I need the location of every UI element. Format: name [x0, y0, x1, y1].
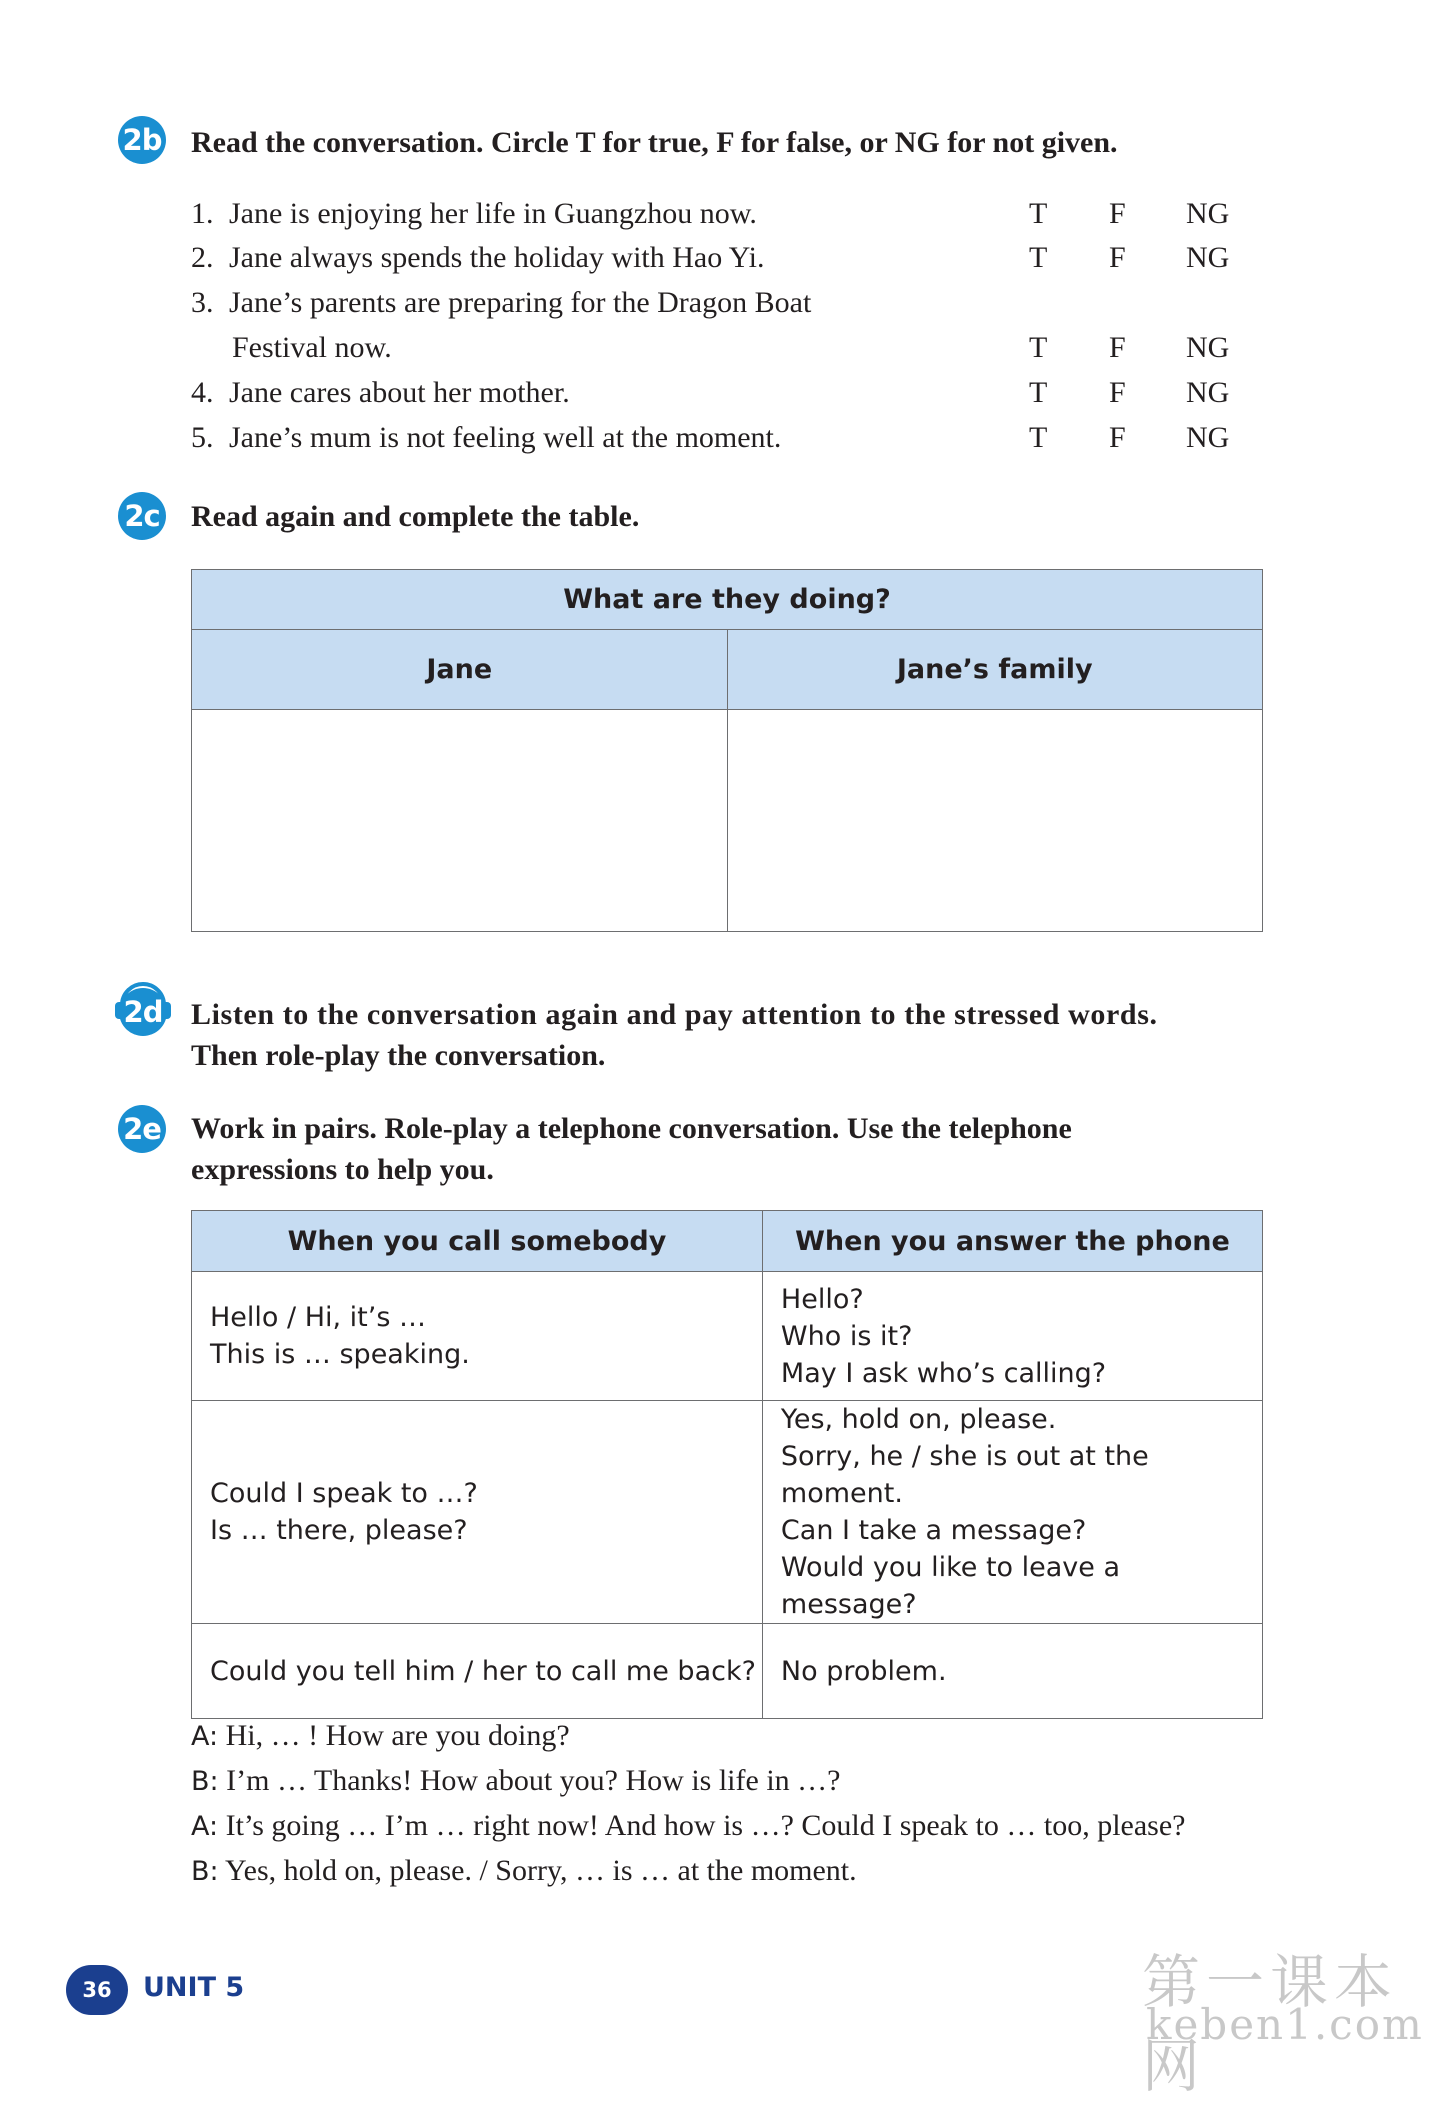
- question-item: [191, 372, 1241, 413]
- speaker-label: B:: [191, 1856, 219, 1887]
- option-true[interactable]: T: [1029, 197, 1048, 230]
- question-number: 3.: [191, 286, 214, 319]
- column-header-answer: When you answer the phone: [762, 1211, 1262, 1272]
- column-header-jane: Jane: [192, 630, 728, 710]
- dialogue-line: [191, 1850, 857, 1892]
- option-not-given[interactable]: NG: [1186, 241, 1230, 274]
- option-true[interactable]: T: [1029, 331, 1048, 364]
- question-text: Jane’s mum is not feeling well at the moment.: [229, 421, 782, 454]
- expression-text: Can I take a message?: [780, 1515, 1087, 1546]
- question-number: 2.: [191, 241, 214, 274]
- expression-text: This is … speaking.: [210, 1339, 470, 1370]
- section-badge-2e: 2e: [118, 1105, 166, 1153]
- column-header-call: When you call somebody: [192, 1211, 763, 1272]
- expression-text: Yes, hold on, please.: [780, 1404, 1057, 1435]
- section-badge-2b: 2b: [118, 116, 166, 164]
- expression-text: Hello?: [780, 1283, 864, 1315]
- option-false[interactable]: F: [1109, 197, 1126, 230]
- question-text: Jane always spends the holiday with Hao Yi.: [229, 241, 765, 274]
- call-cell: [192, 1624, 763, 1719]
- expression-text: Who is it?: [780, 1320, 913, 1352]
- instruction-2d-line2: Then role-play the conversation.: [191, 1039, 606, 1072]
- option-false[interactable]: F: [1109, 376, 1126, 409]
- expression-text: No problem.: [780, 1655, 947, 1687]
- question-item: [191, 193, 1241, 234]
- question-item: [191, 417, 1241, 458]
- watermark-url: keben1.com: [1146, 2000, 1424, 2049]
- call-cell: [192, 1401, 763, 1624]
- section-badge-2c: 2c: [118, 492, 166, 540]
- option-false[interactable]: F: [1109, 331, 1126, 364]
- speaker-label: B:: [191, 1766, 219, 1797]
- speaker-label: A:: [191, 1721, 219, 1752]
- call-cell: [192, 1272, 763, 1401]
- answer-cell: [762, 1272, 1262, 1401]
- question-text: Jane is enjoying her life in Guangzhou now.: [229, 197, 757, 230]
- dialogue-text: I’m … Thanks! How about you? How is life in …?: [226, 1764, 841, 1797]
- option-false[interactable]: F: [1109, 241, 1126, 274]
- question-text: Jane’s parents are preparing for the Dragon Boat: [229, 286, 812, 319]
- instruction-2e-line1: Work in pairs. Role-play a telephone conversation. Use the telephone: [191, 1112, 1072, 1145]
- activity-table: [191, 569, 1263, 932]
- dialogue-text: It’s going … I’m … right now! And how is …? Could I speak to … too, please?: [225, 1809, 1186, 1842]
- watermark-logo: 第一课本网: [1142, 1948, 1399, 2100]
- option-not-given[interactable]: NG: [1186, 197, 1230, 230]
- question-number: 1.: [191, 197, 214, 230]
- instruction-2d-line1: Listen to the conversation again and pay attention to the stressed words.: [191, 998, 1158, 1031]
- question-item-continuation: [191, 327, 1241, 368]
- answer-cell: [762, 1401, 1262, 1624]
- table-title: What are they doing?: [192, 570, 1263, 630]
- expression-text: Would you like to leave a message?: [780, 1552, 1121, 1620]
- section-badge-2d: 2d: [119, 988, 167, 1036]
- dialogue-text: Hi, … ! How are you doing?: [225, 1719, 570, 1752]
- column-header-family: Jane’s family: [727, 630, 1263, 710]
- option-true[interactable]: T: [1029, 421, 1048, 454]
- dialogue-line: [191, 1760, 840, 1802]
- instruction-2b: Read the conversation. Circle T for true, F for false, or NG for not given.: [191, 126, 1118, 159]
- expression-text: Could you tell him / her to call me back?: [210, 1655, 756, 1687]
- option-true[interactable]: T: [1029, 241, 1048, 274]
- expression-text: Is … there, please?: [210, 1515, 468, 1546]
- page-number: 36: [66, 1965, 128, 2015]
- expressions-table: [191, 1210, 1263, 1719]
- expression-text: Could I speak to …?: [210, 1478, 478, 1509]
- option-true[interactable]: T: [1029, 376, 1048, 409]
- question-text-continuation: Festival now.: [232, 331, 392, 364]
- instruction-2e-line2: expressions to help you.: [191, 1153, 494, 1186]
- option-not-given[interactable]: NG: [1186, 331, 1230, 364]
- dialogue-line: [191, 1715, 570, 1757]
- expression-text: Sorry, he / she is out at the moment.: [780, 1441, 1149, 1509]
- expression-text: Hello / Hi, it’s …: [210, 1302, 426, 1333]
- question-text: Jane cares about her mother.: [229, 376, 570, 409]
- question-number: 5.: [191, 421, 214, 454]
- answer-cell-jane[interactable]: [192, 710, 728, 932]
- answer-cell-family[interactable]: [727, 710, 1263, 932]
- dialogue-text: Yes, hold on, please. / Sorry, … is … at the moment.: [225, 1854, 857, 1887]
- question-number: 4.: [191, 376, 214, 409]
- speaker-label: A:: [191, 1811, 219, 1842]
- expression-text: May I ask who’s calling?: [780, 1357, 1107, 1389]
- instruction-2c: Read again and complete the table.: [191, 500, 640, 533]
- option-not-given[interactable]: NG: [1186, 376, 1230, 409]
- dialogue-line: [191, 1805, 1185, 1847]
- option-not-given[interactable]: NG: [1186, 421, 1230, 454]
- unit-label: UNIT 5: [143, 1972, 245, 2003]
- question-item: [191, 282, 1241, 323]
- question-item: [191, 237, 1241, 278]
- option-false[interactable]: F: [1109, 421, 1126, 454]
- answer-cell: [762, 1624, 1262, 1719]
